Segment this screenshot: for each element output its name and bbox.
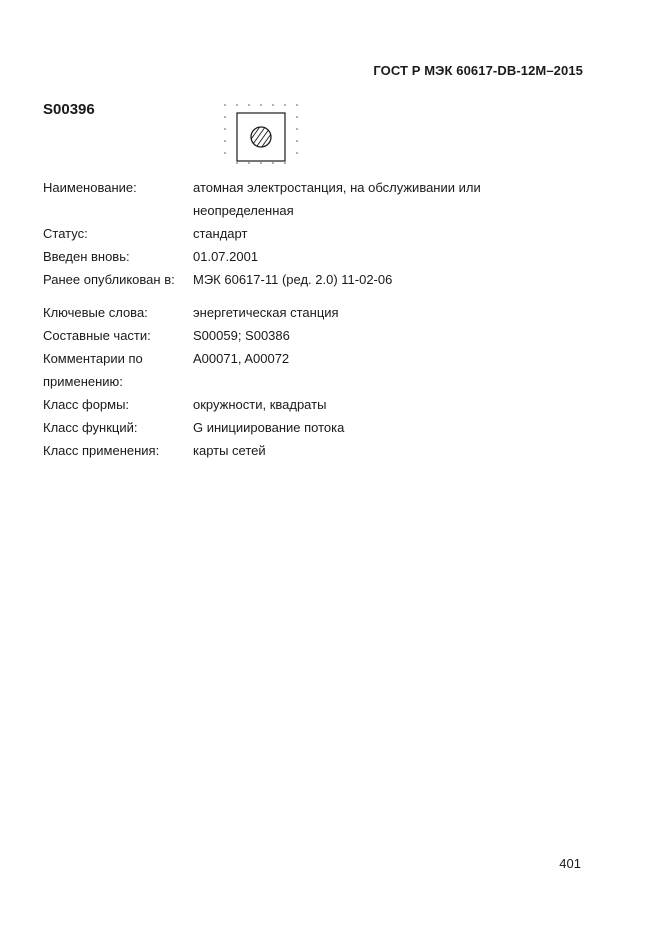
field-value: стандарт: [193, 226, 248, 241]
field-value: энергетическая станция: [193, 305, 339, 320]
standard-code: ГОСТ Р МЭК 60617-DB-12М–2015: [373, 63, 583, 78]
field-label: Ключевые слова:: [43, 305, 148, 320]
field-label: Класс применения:: [43, 443, 160, 458]
field-label: Наименование:: [43, 180, 137, 195]
circle-hatched-in-square-icon: [222, 99, 300, 165]
symbol-id: S00396: [43, 101, 95, 118]
field-label: Ранее опубликован в:: [43, 272, 175, 287]
field-value: МЭК 60617-11 (ред. 2.0) 11-02-06: [193, 272, 393, 287]
field-value: неопределенная: [193, 203, 294, 218]
field-value: G инициирование потока: [193, 420, 345, 435]
field-label: Составные части:: [43, 328, 151, 343]
field-label: Введен вновь:: [43, 249, 130, 264]
field-label: Статус:: [43, 226, 88, 241]
field-value: окружности, квадраты: [193, 397, 327, 412]
field-label: Класс функций:: [43, 420, 138, 435]
symbol-graphic: [222, 99, 300, 165]
field-value: S00059; S00386: [193, 328, 290, 343]
page-number: 401: [559, 856, 581, 871]
field-value: карты сетей: [193, 443, 266, 458]
field-label: Комментарии по: [43, 351, 143, 366]
field-label: Класс формы:: [43, 397, 130, 412]
field-value: 01.07.2001: [193, 249, 259, 264]
field-label: применению:: [43, 374, 123, 389]
field-value: A00071, A00072: [193, 351, 290, 366]
field-value: атомная электростанция, на обслуживании или: [193, 180, 481, 195]
